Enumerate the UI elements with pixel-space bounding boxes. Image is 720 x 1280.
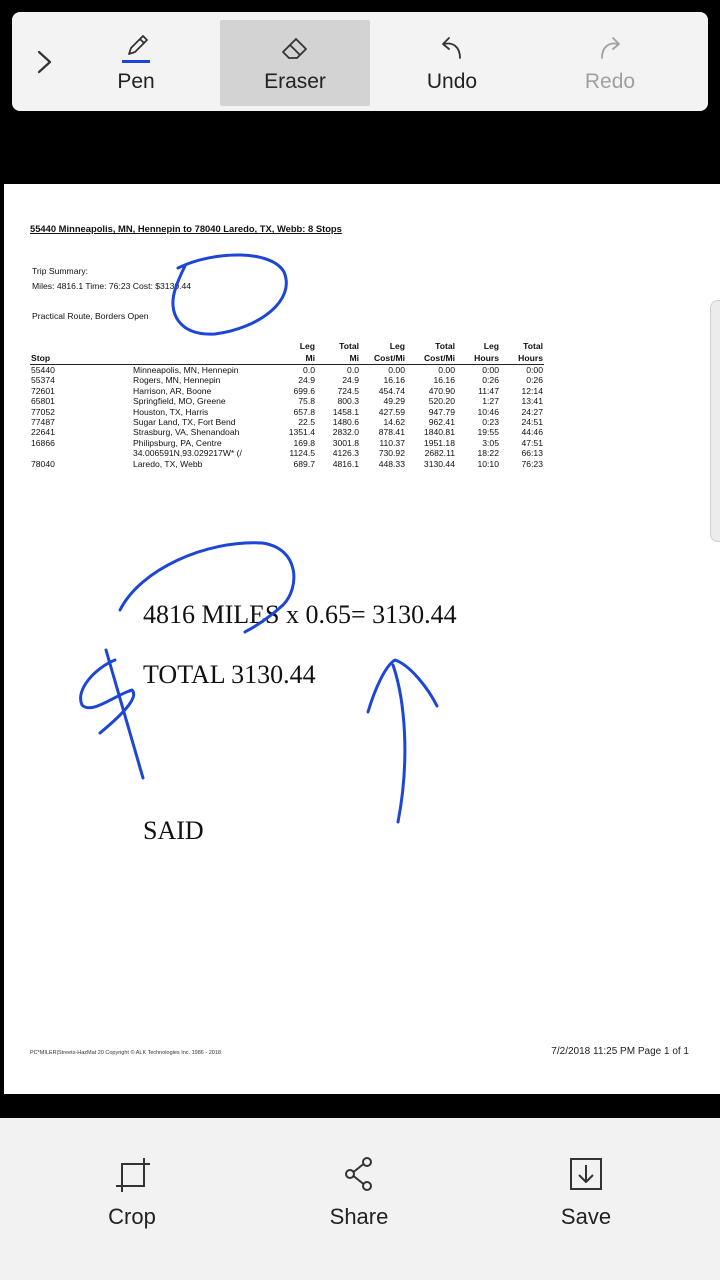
table-cell: 0.00 [388, 365, 405, 375]
table-cell: Philipsburg, PA, Centre [133, 437, 222, 448]
table-cell: 1:27 [482, 396, 499, 407]
table-cell: Springfield, MO, Greene [133, 396, 226, 407]
chevron-right-icon [30, 48, 58, 76]
table-cell: 0.0 [303, 365, 315, 375]
table-cell: 55374 [31, 375, 55, 386]
table-cell: 2832.0 [332, 427, 359, 438]
table-cell: 2682.11 [424, 448, 455, 459]
table-cell: 75.8 [298, 396, 315, 407]
table-cell: 65801 [31, 396, 55, 407]
table-cell: 16866 [31, 437, 55, 448]
table-row [30, 375, 544, 385]
table-cell: 730.92 [378, 448, 405, 459]
expand-toolbar-button[interactable] [30, 48, 58, 76]
table-cell: 1951.18 [423, 437, 455, 448]
table-cell: 47:51 [521, 437, 543, 448]
save-button[interactable] [516, 1154, 656, 1230]
table-cell: 49.29 [383, 396, 405, 407]
pen-tool-button[interactable] [61, 20, 211, 106]
table-cell: 22641 [31, 427, 55, 438]
redo-button[interactable] [535, 20, 685, 106]
table-cell: Rogers, MN, Hennepin [133, 375, 221, 386]
table-row [30, 427, 544, 437]
trip-summary-values: Miles: 4816.1 Time: 76:23 Cost: $3130.44 [32, 281, 192, 291]
table-cell: Houston, TX, Harris [133, 406, 209, 417]
table-cell: 0:26 [482, 375, 499, 386]
table-cell: 724.5 [337, 385, 359, 396]
table-cell: 16.16 [433, 375, 455, 386]
table-header: Hours [500, 352, 544, 365]
table-header [30, 340, 132, 352]
table-cell: 1124.5 [289, 448, 315, 459]
table-cell: 0:23 [482, 417, 499, 428]
table-row [30, 459, 544, 469]
side-scroll-handle[interactable] [710, 300, 720, 542]
table-header [132, 340, 274, 352]
crop-label: Crop [108, 1204, 156, 1229]
table-cell: 169.8 [293, 437, 315, 448]
table-row [30, 417, 544, 427]
table-cell [30, 448, 132, 458]
table-cell: 4126.3 [332, 448, 359, 459]
table-cell: 11:47 [478, 385, 499, 396]
table-cell: 448.33 [378, 458, 405, 469]
table-header: Total [523, 341, 543, 351]
table-cell: Sugar Land, TX, Fort Bend [133, 417, 236, 428]
table-cell: 878.41 [378, 427, 405, 438]
document-title: 55440 Minneapolis, MN, Hennepin to 78040 Laredo, TX, Webb: 8 Stops [30, 223, 342, 234]
table-header: Mi [274, 352, 316, 365]
table-cell: 1458.1 [332, 406, 359, 417]
footer-copyright: PC*MILER|Streets-HazMat 20 Copyright © ALK Technologies Inc. 1986 - 2018 [30, 1050, 221, 1056]
table-cell: 24:51 [521, 417, 543, 428]
table-cell: 0:00 [526, 365, 543, 375]
redo-label: Redo [584, 70, 636, 93]
table-cell: 78040 [31, 458, 55, 469]
share-button[interactable] [289, 1154, 429, 1230]
table-cell: 657.8 [293, 406, 315, 417]
table-header: Mi [316, 352, 360, 365]
table-cell: 3:05 [482, 437, 499, 448]
bottom-action-bar [0, 1118, 720, 1280]
table-cell: 689.7 [293, 458, 315, 469]
table-row [30, 407, 544, 417]
table-cell: 3130.44 [423, 458, 455, 469]
crop-button[interactable] [62, 1154, 202, 1230]
table-cell: Laredo, TX, Webb [133, 458, 203, 469]
trip-summary-label: Trip Summary: [32, 266, 89, 276]
table-cell: Harrison, AR, Boone [133, 385, 212, 396]
redo-icon [592, 30, 628, 66]
table-cell: 3001.8 [332, 437, 359, 448]
table-header-row [30, 352, 544, 365]
table-cell: 0.00 [438, 365, 455, 375]
table-row [30, 386, 544, 396]
table-cell: 77052 [31, 406, 55, 417]
table-cell: 427.59 [378, 406, 405, 417]
table-cell: 22.5 [298, 417, 315, 428]
table-header: Leg [389, 341, 405, 351]
share-label: Share [329, 1204, 389, 1229]
table-cell: 110.37 [379, 437, 405, 448]
table-header-row [30, 340, 544, 352]
undo-button[interactable] [377, 20, 527, 106]
table-header: Total [435, 341, 455, 351]
table-cell: 520.20 [428, 396, 455, 407]
table-header: Cost/Mi [406, 352, 456, 365]
table-cell: 14.62 [383, 417, 405, 428]
table-cell: 800.3 [337, 396, 359, 407]
total-line: TOTAL 3130.44 [143, 660, 316, 689]
table-cell: 1480.6 [332, 417, 359, 428]
table-cell: 12:14 [521, 385, 543, 396]
table-cell: 66:13 [521, 448, 543, 459]
said-line: SAID [143, 816, 204, 845]
table-cell: 34.006591N,93.029217W* (/ [133, 448, 242, 459]
table-header: Leg [483, 341, 499, 351]
share-icon [339, 1154, 379, 1194]
table-cell: 0.0 [347, 365, 359, 375]
table-cell: 55440 [31, 365, 55, 375]
table-header: Hours [456, 352, 500, 365]
table-row [30, 448, 544, 458]
table-cell: 454.74 [378, 385, 405, 396]
table-cell: 44:46 [521, 427, 543, 438]
table-cell: 470.90 [428, 385, 455, 396]
table-cell: 18:22 [477, 448, 499, 459]
table-cell: 962.41 [428, 417, 455, 428]
table-cell: 1840.81 [423, 427, 455, 438]
eraser-label: Eraser [264, 70, 326, 93]
table-row [30, 438, 544, 448]
undo-icon [434, 30, 470, 66]
table-cell: 0:00 [482, 365, 499, 375]
table-cell: Strasburg, VA, Shenandoah [133, 427, 240, 438]
eraser-tool-button[interactable] [220, 20, 370, 106]
save-icon [566, 1154, 606, 1194]
table-cell: Minneapolis, MN, Hennepin [133, 365, 239, 375]
crop-icon [112, 1154, 152, 1194]
table-cell: 19:55 [477, 427, 499, 438]
table-header: Stop [30, 352, 132, 365]
table-row [30, 396, 544, 406]
table-cell: 10:10 [477, 458, 499, 469]
table-cell: 16.16 [383, 375, 405, 386]
table-header: Total [339, 341, 359, 351]
drawing-toolbar [12, 12, 708, 111]
table-cell: 72601 [31, 385, 55, 396]
table-header: Leg [299, 341, 315, 351]
pen-icon [118, 30, 154, 66]
route-type: Practical Route, Borders Open [32, 311, 149, 321]
calculation-line: 4816 MILES x 0.65= 3130.44 [143, 600, 457, 629]
table-cell: 1351.4 [288, 427, 315, 438]
footer-date-page: 7/2/2018 11:25 PM Page 1 of 1 [551, 1046, 689, 1057]
document-page[interactable] [4, 184, 720, 1094]
table-cell: 947.79 [428, 406, 455, 417]
table-header: Cost/Mi [360, 352, 406, 365]
save-label: Save [560, 1204, 612, 1229]
route-table [30, 340, 544, 469]
eraser-icon [277, 30, 313, 66]
pen-label: Pen [117, 70, 155, 93]
table-cell: 4816.1 [332, 458, 359, 469]
table-cell: 76:23 [521, 458, 543, 469]
table-cell: 10:46 [477, 406, 499, 417]
table-cell: 24:27 [521, 406, 543, 417]
table-cell: 13:41 [521, 396, 543, 407]
table-cell: 0:26 [526, 375, 543, 386]
table-cell: 24.9 [298, 375, 315, 386]
table-cell: 77487 [31, 417, 55, 428]
table-row [30, 365, 544, 376]
table-header [132, 352, 274, 365]
table-cell: 699.6 [293, 385, 315, 396]
table-cell: 24.9 [342, 375, 359, 386]
undo-label: Undo [426, 70, 478, 93]
